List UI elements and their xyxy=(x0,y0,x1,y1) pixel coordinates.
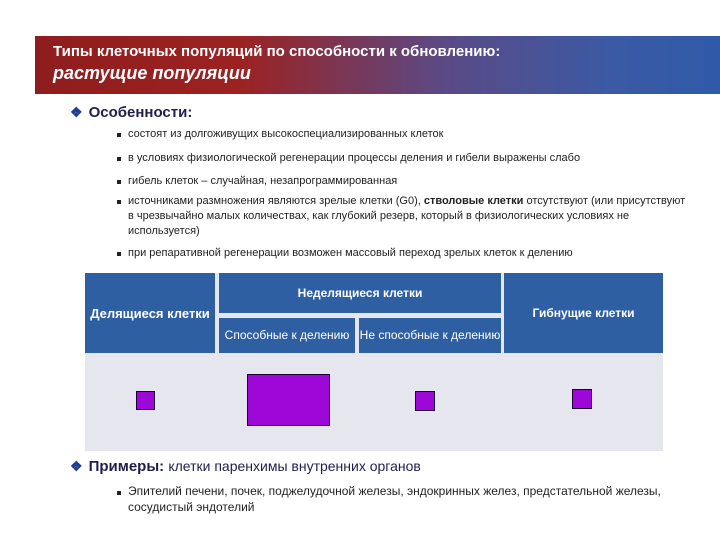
examples-heading-label: Примеры: xyxy=(88,458,165,475)
feature-item xyxy=(128,194,688,239)
feature-item: состоят из долгоживущих высокоспециализированных клеток xyxy=(128,128,444,140)
dividing-cells-header: Делящиеся клетки xyxy=(85,273,215,353)
features-heading xyxy=(70,104,192,121)
square-bullet-icon xyxy=(117,157,121,161)
feature-item-text: источниками размножения являются зрелые клетки (G0), xyxy=(128,195,424,207)
nondividing-cells-header: Неделящиеся клетки xyxy=(219,273,501,313)
feature-item: гибель клеток – случайная, незапрограммированная xyxy=(128,175,398,187)
square-bullet-icon xyxy=(117,200,121,204)
square-bullet-icon xyxy=(117,491,121,495)
examples-heading xyxy=(70,458,421,475)
diamond-bullet-icon: ❖ xyxy=(70,458,83,474)
stem-cells-term: стволовые клетки xyxy=(423,195,524,207)
slide-subtitle: растущие популяции xyxy=(53,63,251,83)
cell-population-table xyxy=(85,273,663,451)
square-bullet-icon xyxy=(117,180,121,184)
square-bullet-icon xyxy=(117,133,121,137)
examples-text: клетки паренхимы внутренних органов xyxy=(168,458,421,474)
feature-item: в условиях физиологической регенерации процессы деления и гибели выражены слабо xyxy=(128,152,581,164)
feature-item-text: отсутствуют (или присутствуют в чрезвычайно малых количествах, как глубокий резерв, который в физиологических условиях не используется) xyxy=(128,195,686,237)
feature-item: при репаративной регенерации возможен массовый переход зрелых клеток к делению xyxy=(128,247,573,259)
title-banner xyxy=(35,36,720,94)
square-bullet-icon xyxy=(117,252,121,256)
dying-cell-square xyxy=(572,389,592,409)
not-capable-header: Не способные к делению xyxy=(359,318,501,353)
capable-header: Способные к делению xyxy=(219,318,355,353)
slide-title: Типы клеточных популяций по способности к обновлению: xyxy=(53,43,501,60)
not-capable-cell-square xyxy=(415,391,435,411)
dividing-cell-square xyxy=(136,391,155,410)
features-heading-label: Особенности: xyxy=(88,104,193,121)
diamond-bullet-icon: ❖ xyxy=(70,104,83,120)
dying-cells-header: Гибнущие клетки xyxy=(504,273,663,353)
capable-cell-square xyxy=(247,374,330,426)
examples-item: Эпителий печени, почек, поджелудочной железы, эндокринных желез, предстательной железы, сосудистый эндотелий xyxy=(128,484,661,514)
